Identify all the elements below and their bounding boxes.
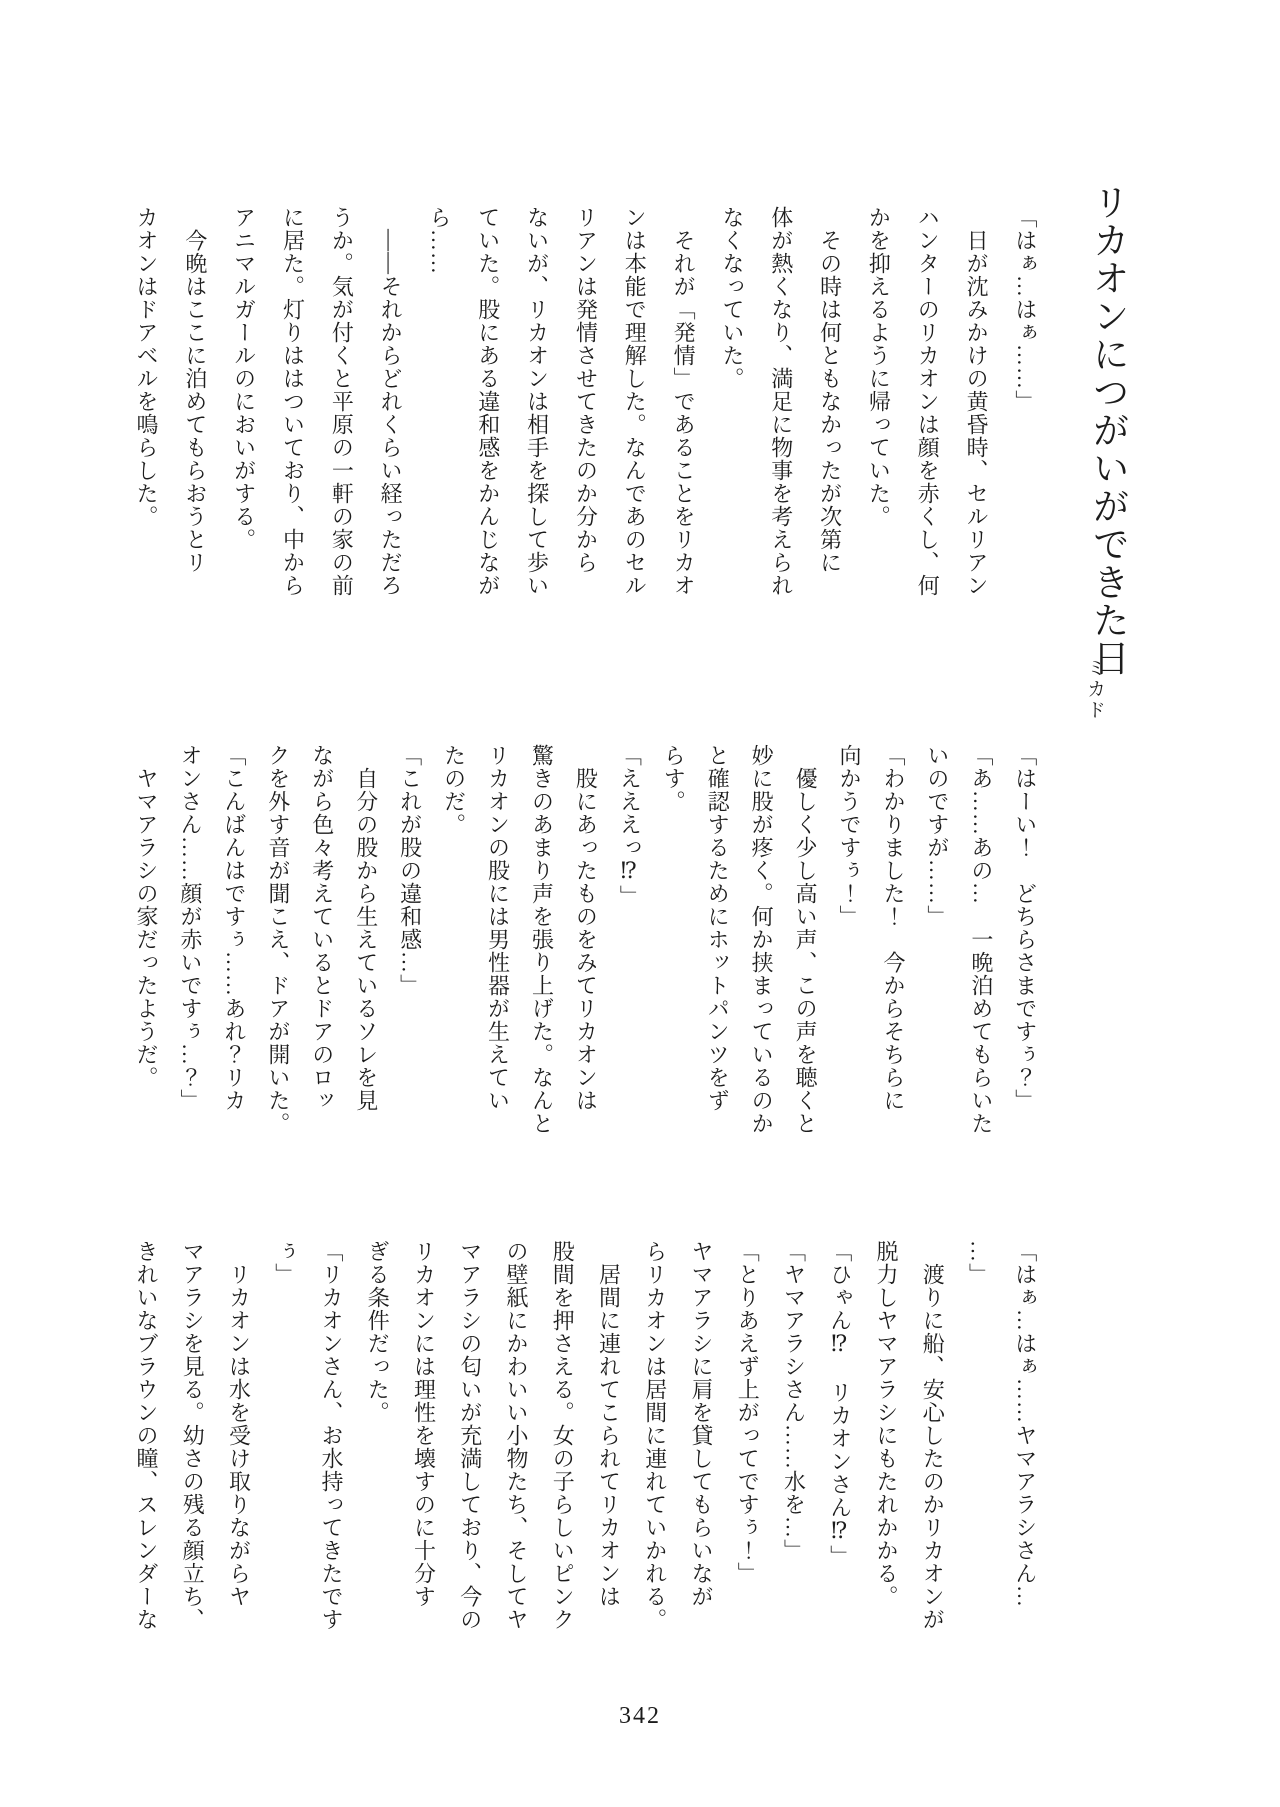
- text-line: マアラシの匂いが充満しており、今の: [457, 1240, 483, 1631]
- text-line: らす。: [661, 744, 687, 813]
- text-line: リカオンの股には男性器が生えてい: [485, 744, 511, 1112]
- text-line: ――それからどれくらい経っただろ: [378, 206, 404, 597]
- text-line: オンさん……顔が赤いですぅ…？」: [177, 744, 203, 1112]
- text-line: 「わかりました！ 今からそちらに: [880, 744, 906, 1112]
- text-line: 股にあったものをみてリカオンは: [573, 744, 599, 1112]
- text-line: 「とりあえず上がってですぅ！」: [735, 1240, 761, 1585]
- text-line: ハンターのリカオンは顔を赤くし、何: [915, 206, 941, 597]
- text-line: 「リカオンさん、お水持ってきたです: [319, 1240, 344, 1631]
- text-band-middle: [135, 744, 1036, 1196]
- text-line: 自分の股から生えているソレを見: [353, 744, 379, 1112]
- text-line: 体が熱くなり、満足に物事を考えられ: [768, 206, 794, 597]
- text-line: たのだ。: [441, 744, 467, 836]
- text-line: ぎる条件だった。: [365, 1240, 391, 1424]
- text-line: の壁紙にかわいい小物たち、そしてヤ: [504, 1240, 529, 1631]
- text-line: それが「発情」であることをリカオ: [671, 206, 697, 597]
- text-line: 「はーい！ どちらさまですぅ？」: [1012, 744, 1038, 1112]
- text-line: ながら色々考えているとドアのロッ: [309, 744, 335, 1112]
- text-line: カオンはドアベルを鳴らした。: [134, 206, 159, 528]
- text-line: に居た。灯りははついており、中から: [280, 206, 306, 597]
- text-line: リアンは発情させてきたのか分から: [573, 206, 599, 574]
- text-line: リカオンは水を受け取りながらヤ: [226, 1240, 252, 1608]
- text-line: らリカオンは居間に連れていかれる。: [642, 1240, 668, 1631]
- text-line: ないが、リカオンは相手を探して歩い: [524, 206, 550, 597]
- text-line: 驚きのあまり声を張り上げた。なんと: [529, 744, 555, 1135]
- text-line: 今晩はここに泊めてもらおうとリ: [182, 206, 208, 574]
- text-line: ら……: [426, 206, 452, 275]
- text-line: ヤマアラシの家だったようだ。: [134, 744, 159, 1089]
- text-line: …」: [966, 1240, 992, 1286]
- text-line: かを抑えるように帰っていた。: [866, 206, 892, 528]
- text-line: マアラシを見る。幼さの残る顔立ち、: [180, 1240, 206, 1631]
- author-name: ミカド: [1084, 658, 1105, 721]
- text-line: なくなっていた。: [719, 206, 745, 390]
- text-line: 「あ……あの… 一晩泊めてもらいた: [968, 744, 994, 1135]
- text-line: アニマルガールのにおいがする。: [231, 206, 257, 551]
- text-line: ていた。股にある違和感をかんじなが: [475, 206, 501, 597]
- page-title: リカオンにつがいができた日: [1086, 183, 1128, 677]
- page-number: 342: [619, 1703, 661, 1729]
- text-line: 「ひゃん⁉ リカオンさん⁉」: [827, 1240, 853, 1568]
- text-line: ンは本能で理解した。なんであのセル: [622, 206, 648, 597]
- text-line: いのですが……」: [924, 744, 950, 928]
- text-line: 日が沈みかけの黄昏時、セルリアン: [964, 206, 990, 597]
- text-line: 妙に股が疼く。何か挟まっているのか: [749, 744, 775, 1135]
- text-line: 向かうですぅ！」: [837, 744, 862, 928]
- text-line: クを外す音が聞こえ、ドアが開いた。: [265, 744, 291, 1135]
- text-line: ぅ」: [272, 1240, 298, 1286]
- text-line: 優しく少し高い声、この声を聴くと: [793, 744, 819, 1135]
- text-line: 「これが股の違和感…」: [397, 744, 423, 997]
- text-line: 「こんばんはですぅ……あれ？リカ: [221, 744, 247, 1112]
- text-line: と確認するためにホットパンツをず: [705, 744, 731, 1112]
- text-line: 居間に連れてこられてリカオンは: [596, 1240, 622, 1608]
- text-band-top: [135, 206, 1036, 664]
- text-line: その時は何ともなかったが次第に: [817, 206, 843, 574]
- text-line: 「えええっ⁉」: [617, 744, 643, 908]
- text-line: 「ヤマアラシさん……水を…」: [781, 1240, 807, 1562]
- text-band-bottom: [135, 1240, 1036, 1688]
- text-line: うか。気が付くと平原の一軒の家の前: [329, 206, 355, 597]
- text-line: きれいなブラウンの瞳、スレンダーな: [134, 1240, 159, 1631]
- text-line: 「はぁ…はぁ……ヤマアラシさん…: [1012, 1240, 1038, 1608]
- text-line: 脱力しヤマアラシにもたれかかる。: [874, 1240, 899, 1608]
- text-line: 渡りに船、安心したのかリカオンが: [920, 1240, 946, 1631]
- text-line: リカオンには理性を壊すのに十分す: [411, 1240, 437, 1608]
- text-line: ヤマアラシに肩を貸してもらいなが: [689, 1240, 714, 1608]
- text-line: 「はぁ…はぁ……」: [1012, 206, 1038, 413]
- text-line: 股間を押さえる。女の子らしいピンク: [550, 1240, 576, 1631]
